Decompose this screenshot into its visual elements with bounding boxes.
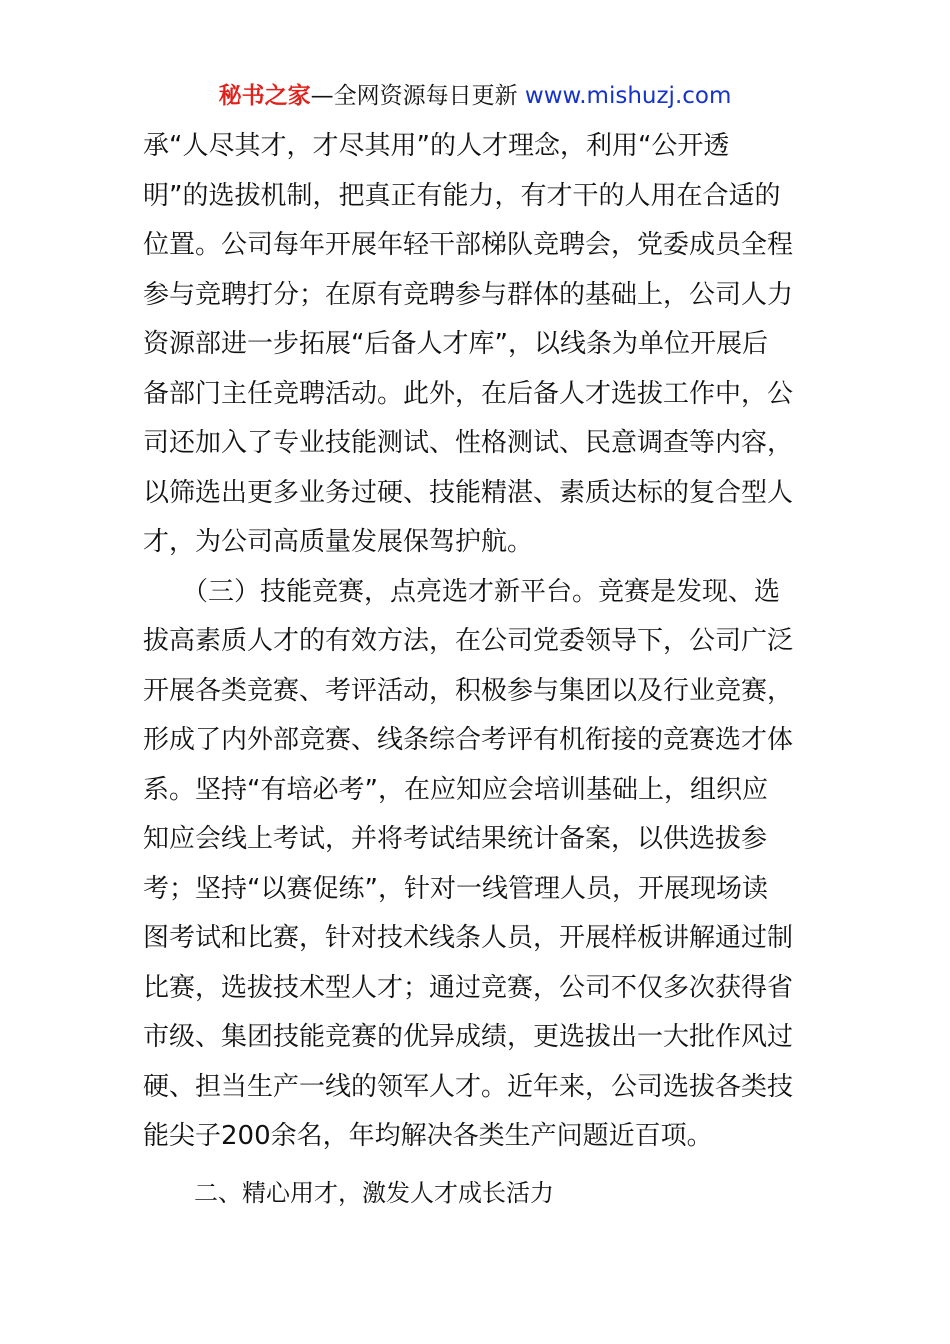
text-line: 拔高素质人才的有效方法，在公司党委领导下，公司广泛 — [143, 626, 794, 656]
text-line: 市级、集团技能竞赛的优异成绩，更选拔出一大批作风过 — [143, 1022, 794, 1052]
text-line: （三）技能竞赛，点亮选才新平台。竞赛是发现、选 — [143, 576, 781, 607]
body-paragraphs — [143, 122, 809, 1162]
text-line: 承“人尽其才，才尽其用”的人才理念，利用“公开透 — [143, 131, 730, 161]
text-line: 备部门主任竞聘活动。此外，在后备人才选拔工作中，公 — [143, 378, 794, 409]
text-line: 知应会线上考试，并将考试结果统计备案，以供选拔参 — [143, 824, 768, 854]
brand-name: 秘书之家 — [218, 83, 311, 109]
text-line: 硬、担当生产一线的领军人才。近年来，公司选拔各类技 — [143, 1071, 794, 1102]
text-line: 能尖子200余名，年均解决各类生产问题近百项。 — [143, 1121, 713, 1151]
text-line: 明”的选拔机制，把真正有能力，有才干的人用在合适的 — [143, 180, 781, 211]
text-line: 考；坚持“以赛促练”，针对一线管理人员，开展现场读 — [143, 873, 768, 904]
text-line: 比赛，选拔技术型人才；通过竞赛，公司不仅多次获得省 — [143, 972, 794, 1003]
header-tagline: —全网资源每日更新 — [310, 83, 518, 109]
text-line: 位置。公司每年开展年轻干部梯队竞聘会，党委成员全程 — [143, 230, 794, 260]
text-line: 以筛选出更多业务过硬、技能精湛、素质达标的复合型人 — [143, 477, 794, 508]
text-line: 司还加入了专业技能测试、性格测试、民意调查等内容， — [143, 428, 794, 458]
site-url-link[interactable]: www.mishuzj.com — [517, 83, 732, 109]
text-line: 才，为公司高质量发展保驾护航。 — [143, 527, 534, 557]
text-line: 开展各类竞赛、考评活动，积极参与集团以及行业竞赛， — [143, 675, 794, 706]
text-line: 系。坚持“有培必考”，在应知应会培训基础上，组织应 — [143, 774, 768, 805]
text-line: 形成了内外部竞赛、线条综合考评有机衔接的竞赛选才体 — [143, 725, 794, 755]
section-heading: 二、精心用才，激发人才成长活力 — [194, 1179, 554, 1207]
text-line: 图考试和比赛，针对技术线条人员，开展样板讲解通过制 — [143, 923, 794, 953]
site-header — [0, 78, 950, 114]
text-line: 资源部进一步拓展“后备人才库”，以线条为单位开展后 — [143, 329, 768, 359]
text-line: 参与竞聘打分；在原有竞聘参与群体的基础上，公司人力 — [143, 279, 794, 310]
